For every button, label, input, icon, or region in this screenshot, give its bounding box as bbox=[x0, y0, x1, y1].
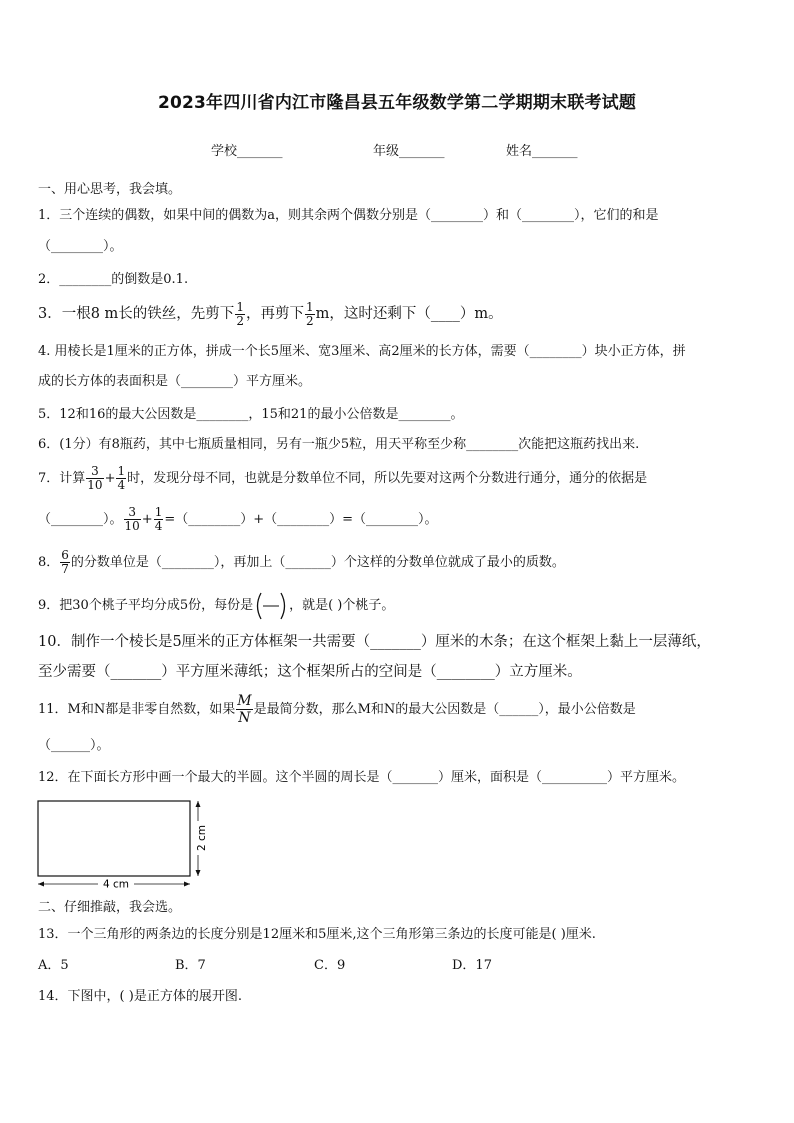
q11-denominator: N bbox=[238, 710, 251, 726]
school-field: 学校_______ bbox=[211, 144, 283, 159]
q8-fraction bbox=[60, 549, 70, 576]
q7-plus-2: + bbox=[141, 512, 153, 527]
question-7-line-2 bbox=[38, 503, 758, 537]
question-1-line-1: 1．三个连续的偶数，如果中间的偶数为a，则其余两个偶数分别是（________）和（________），它们的和是 bbox=[38, 208, 659, 223]
q9-blank-fraction bbox=[253, 591, 289, 621]
q3-pre: 3．一根8 m长的铁丝，先剪下 bbox=[38, 306, 235, 322]
q8-pre: 8． bbox=[38, 555, 60, 570]
q3-f2-numerator: 1 bbox=[305, 299, 314, 314]
question-14: 14．下图中，( )是正方体的展开图. bbox=[38, 989, 242, 1004]
q7-post: 时，发现分母不同，也就是分数单位不同，所以先要对这两个分数进行通分，通分的依据是 bbox=[127, 471, 648, 486]
q7-f3-numerator: 3 bbox=[124, 506, 141, 520]
question-8 bbox=[38, 546, 758, 580]
q9-post: ，就是( )个桃子。 bbox=[289, 598, 395, 613]
q8-denominator: 7 bbox=[61, 562, 69, 576]
q13-option-c[interactable]: C．9 bbox=[314, 958, 346, 973]
q7-fraction-2 bbox=[116, 465, 126, 492]
q7-fraction-4 bbox=[154, 506, 164, 533]
question-13-options bbox=[38, 956, 758, 976]
question-13: 13．一个三角形的两条边的长度分别是12厘米和5厘米,这个三角形第三条边的长度可能是( )厘米. bbox=[38, 927, 596, 942]
rectangle-figure bbox=[30, 796, 220, 894]
q11-post: 是最简分数，那么M和N的最大公因数是（______），最小公倍数是 bbox=[253, 702, 636, 717]
rectangle bbox=[38, 801, 190, 876]
question-5: 5．12和16的最大公因数是________，15和21的最小公倍数是________。 bbox=[38, 407, 464, 422]
section-heading-1: 一、用心思考，我会填。 bbox=[38, 182, 182, 197]
question-3 bbox=[38, 298, 758, 330]
question-6: 6．(1分）有8瓶药，其中七瓶质量相同，另有一瓶少5粒，用天平称至少称________次能把这瓶药找出来. bbox=[38, 437, 640, 452]
q3-f1-denominator: 2 bbox=[236, 313, 244, 328]
q3-f2-denominator: 2 bbox=[305, 313, 314, 328]
q3-fraction-2 bbox=[305, 301, 315, 328]
q7-f4-denominator: 4 bbox=[154, 519, 163, 533]
question-4-line-2: 成的长方体的表面积是（________）平方厘米。 bbox=[38, 374, 312, 389]
q13-option-b[interactable]: B．7 bbox=[175, 958, 206, 973]
q3-fraction-1 bbox=[235, 301, 245, 328]
question-11-line-1 bbox=[38, 690, 758, 730]
q11-fraction bbox=[236, 693, 252, 726]
question-10-line-1: 10．制作一个棱长是5厘米的正方体框架一共需要（_______）厘米的木条；在这个框架上黏上一层薄纸， bbox=[38, 634, 711, 650]
q9-pre: 9．把30个桃子平均分成5份，每份是 bbox=[38, 598, 254, 613]
q7-f1-denominator: 10 bbox=[87, 478, 103, 492]
question-9 bbox=[38, 590, 758, 622]
q11-numerator: M bbox=[237, 693, 252, 709]
question-10-line-2: 至少需要（_______）平方厘米薄纸；这个框架所占的空间是（________）立方厘米。 bbox=[38, 664, 582, 680]
width-arrow-right bbox=[184, 882, 190, 887]
question-7-line-1 bbox=[38, 462, 758, 496]
q7-f2-denominator: 4 bbox=[117, 478, 126, 492]
q7-pre: 7．计算 bbox=[38, 471, 86, 486]
q7-f2-numerator: 1 bbox=[117, 464, 126, 478]
q11-pre: 11．M和N都是非零自然数，如果 bbox=[38, 702, 236, 717]
q7-line2-pre: （________）。 bbox=[38, 512, 123, 527]
question-2: 2．________的倒数是0.1. bbox=[38, 272, 189, 287]
question-12: 12．在下面长方形中画一个最大的半圆。这个半圆的周长是（_______）厘米，面积是（__________）平方厘米。 bbox=[38, 770, 686, 785]
page-title: 2023年四川省内江市隆昌县五年级数学第二学期期末联考试题 bbox=[157, 93, 637, 113]
section-heading-2: 二、仔细推敲，我会选。 bbox=[38, 900, 182, 915]
q13-option-d[interactable]: D．17 bbox=[452, 958, 492, 973]
q8-post: 的分数单位是（________），再加上（_______）个这样的分数单位就成了最小的质数。 bbox=[70, 555, 565, 570]
q7-fraction-1 bbox=[86, 465, 103, 492]
name-field: 姓名_______ bbox=[506, 144, 578, 159]
width-label: 4 cm bbox=[102, 878, 130, 891]
question-1-line-2: （________）。 bbox=[38, 239, 123, 254]
height-label: 2 cm bbox=[196, 824, 208, 852]
q7-f4-numerator: 1 bbox=[154, 505, 163, 519]
q7-f3-denominator: 10 bbox=[124, 519, 140, 533]
grade-field: 年级_______ bbox=[373, 144, 445, 159]
q3-post: m，这时还剩下（____）m。 bbox=[315, 306, 503, 322]
question-4-line-1: 4. 用棱长是1厘米的正方体，拼成一个长5厘米、宽3厘米、高2厘米的长方体，需要（________）块小正方体，拼 bbox=[38, 344, 686, 359]
q3-f1-numerator: 1 bbox=[236, 299, 244, 314]
height-arrow-bottom bbox=[196, 870, 201, 876]
q7-fraction-3 bbox=[124, 506, 141, 533]
height-arrow-top bbox=[196, 801, 201, 807]
q7-plus: + bbox=[104, 471, 116, 486]
q3-mid: ，再剪下 bbox=[245, 306, 304, 322]
width-arrow-left bbox=[38, 882, 44, 887]
question-11-line-2: （______）。 bbox=[38, 738, 110, 753]
q8-numerator: 6 bbox=[61, 548, 69, 562]
q7-line2-post: =（________）+（________）=（________）。 bbox=[164, 512, 438, 527]
q7-f1-numerator: 3 bbox=[86, 465, 103, 479]
q13-option-a[interactable]: A．5 bbox=[38, 958, 69, 973]
